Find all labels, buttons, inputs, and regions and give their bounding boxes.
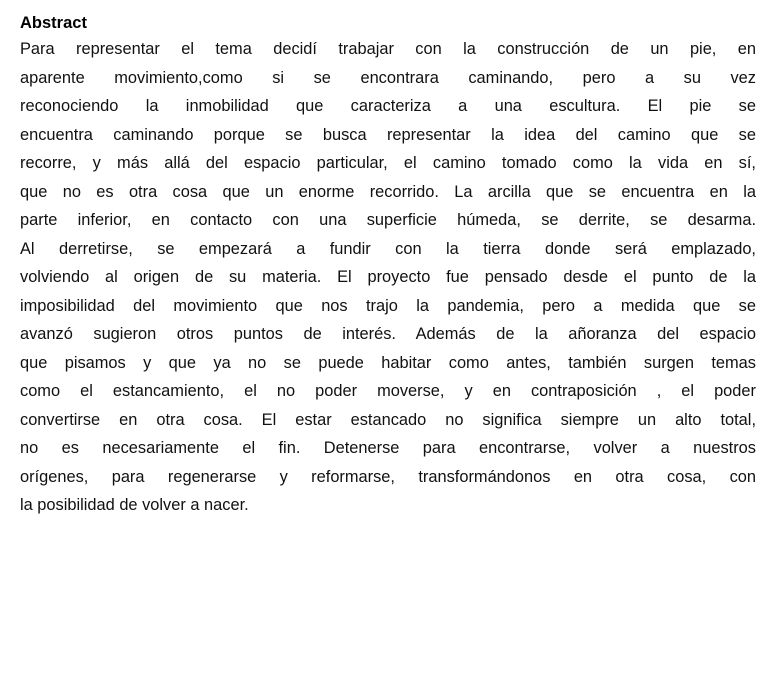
abstract-line: que pisamos y que ya no se puede habitar como antes, también surgen temas [20,353,756,372]
abstract-line: como el estancamiento, el no poder moverse, y en contraposición , el poder [20,382,756,400]
abstract-line: no es necesariamente el fin. Detenerse para encontrarse, volver a nuestros [20,439,756,457]
abstract-line: que no es otra cosa que un enorme recorrido. La arcilla que se encuentra en la [20,182,756,201]
abstract-line: convertirse en otra cosa. El estar estancado no significa siempre un alto total, [20,410,756,429]
abstract-line: parte inferior, en contacto con una superficie húmeda, se derrite, se desarma. [20,211,756,229]
document-page [20,13,756,520]
abstract-heading: Abstract [20,14,87,32]
abstract-line: orígenes, para regenerarse y reformarse, transformándonos en otra cosa, con [20,467,756,486]
abstract-line: avanzó sugieron otros puntos de interés. Además de la añoranza del espacio [20,325,756,343]
abstract-line: Al derretirse, se empezará a fundir con la tierra donde será emplazado, [20,239,756,258]
abstract-line: la posibilidad de volver a nacer. [20,496,249,514]
abstract-line: encuentra caminando porque se busca representar la idea del camino que se [20,125,756,144]
abstract-line: reconociendo la inmobilidad que caracteriza a una escultura. El pie se [20,97,756,115]
abstract-line: volviendo al origen de su materia. El proyecto fue pensado desde el punto de la [20,268,756,286]
abstract-line: aparente movimiento,como si se encontrara caminando, pero a su vez [20,68,756,87]
abstract-line: imposibilidad del movimiento que nos trajo la pandemia, pero a medida que se [20,296,756,315]
abstract-line: recorre, y más allá del espacio particular, el camino tomado como la vida en sí, [20,154,756,172]
abstract-body [20,35,756,520]
abstract-line: Para representar el tema decidí trabajar con la construcción de un pie, en [20,40,756,58]
